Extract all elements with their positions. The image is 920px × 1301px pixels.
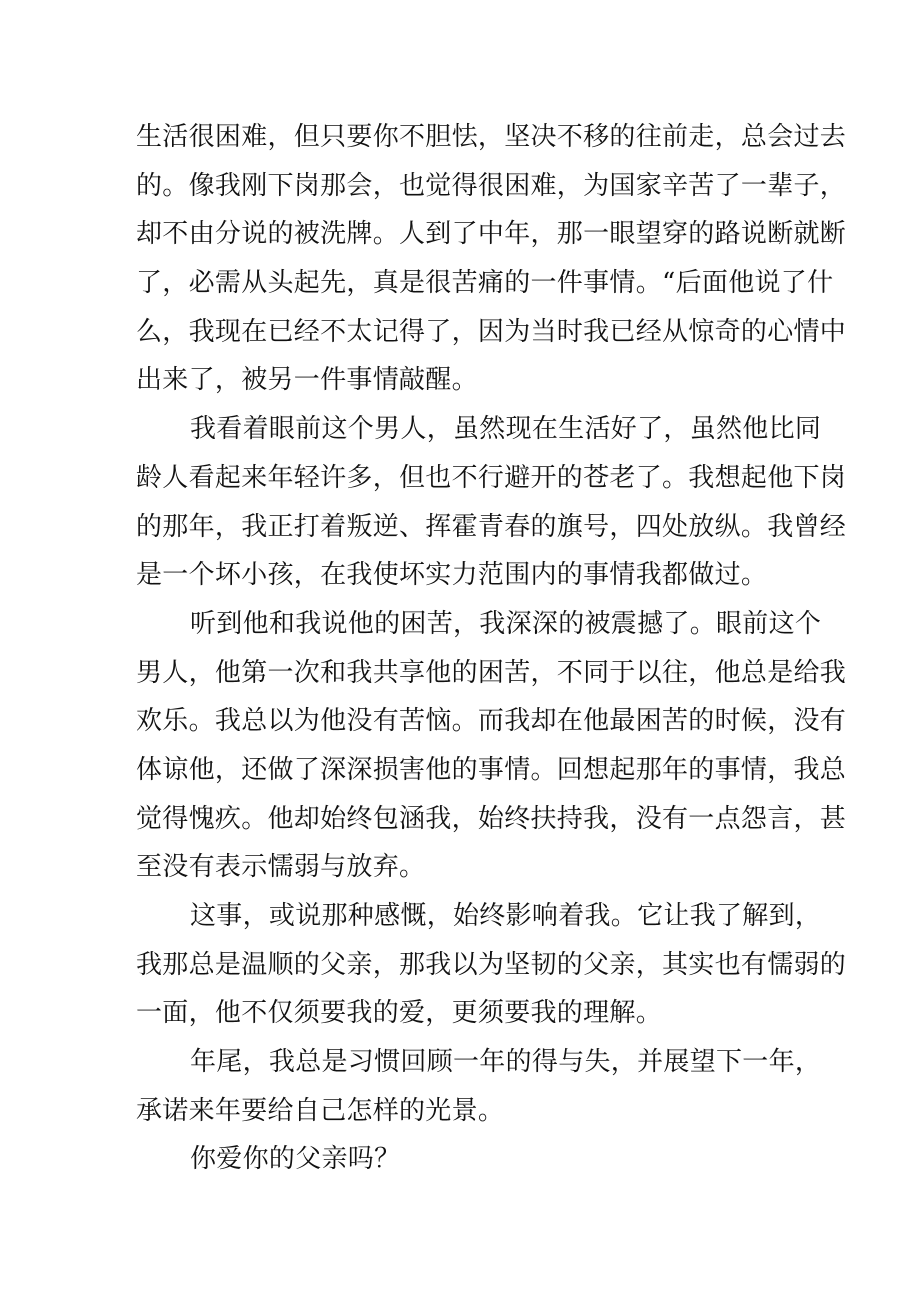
text-line: 我看着眼前这个男人，虽然现在生活好了，虽然他比同 — [190, 414, 822, 445]
text-line: 却不由分说的被洗牌。人到了中年，那一眼望穿的路说断就断 — [136, 219, 847, 250]
body-text — [136, 113, 847, 1184]
text-line: 龄人看起来年轻许多，但也不行避开的苍老了。我想起他下岗 — [136, 462, 847, 493]
text-line: 听到他和我说他的困苦，我深深的被震撼了。眼前这个 — [190, 608, 822, 639]
text-line: 承诺来年要给自己怎样的光景。 — [136, 1095, 505, 1126]
text-line: 的那年，我正打着叛逆、挥霍青春的旗号，四处放纵。我曾经 — [136, 511, 847, 542]
paragraph-4 — [136, 892, 847, 1038]
text-line: 么，我现在已经不太记得了，因为当时我已经从惊奇的心情中 — [136, 316, 847, 347]
text-line: 出来了，被另一件事情敲醒。 — [136, 365, 478, 396]
text-line: 生活很困难，但只要你不胆怯，坚决不移的往前走，总会过去 — [136, 122, 847, 152]
paragraph-1 — [136, 113, 847, 405]
text-line: 欢乐。我总以为他没有苦恼。而我却在他最困苦的时候，没有 — [136, 706, 847, 737]
paragraph-2 — [136, 405, 847, 600]
text-line: 体谅他，还做了深深损害他的事情。回想起那年的事情，我总 — [136, 754, 847, 785]
text-line: 我那总是温顺的父亲，那我以为坚韧的父亲，其实也有懦弱的 — [136, 949, 847, 980]
text-line: 这事，或说那种感慨，始终影响着我。它让我了解到， — [190, 901, 822, 931]
text-line: 你爱你的父亲吗？ — [190, 1144, 401, 1175]
paragraph-6 — [136, 1135, 796, 1184]
text-line: 一面，他不仅须要我的爱，更须要我的理解。 — [136, 998, 663, 1029]
text-line: 的。像我刚下岗那会，也觉得很困难，为国家辛苦了一辈子， — [136, 170, 847, 201]
text-line: 了，必需从头起先，真是很苦痛的一件事情。“后面他说了什 — [136, 268, 834, 299]
paragraph-5 — [136, 1038, 822, 1135]
text-line: 年尾，我总是习惯回顾一年的得与失，并展望下一年， — [190, 1047, 822, 1078]
text-line: 觉得愧疚。他却始终包涵我，始终扶持我，没有一点怨言，甚 — [136, 803, 847, 834]
text-line: 是一个坏小孩，在我使坏实力范围内的事情我都做过。 — [136, 560, 768, 591]
text-line: 男人，他第一次和我共享他的困苦，不同于以往，他总是给我 — [136, 657, 847, 688]
text-line: 至没有表示懦弱与放弃。 — [136, 852, 426, 883]
paragraph-3 — [136, 600, 847, 892]
